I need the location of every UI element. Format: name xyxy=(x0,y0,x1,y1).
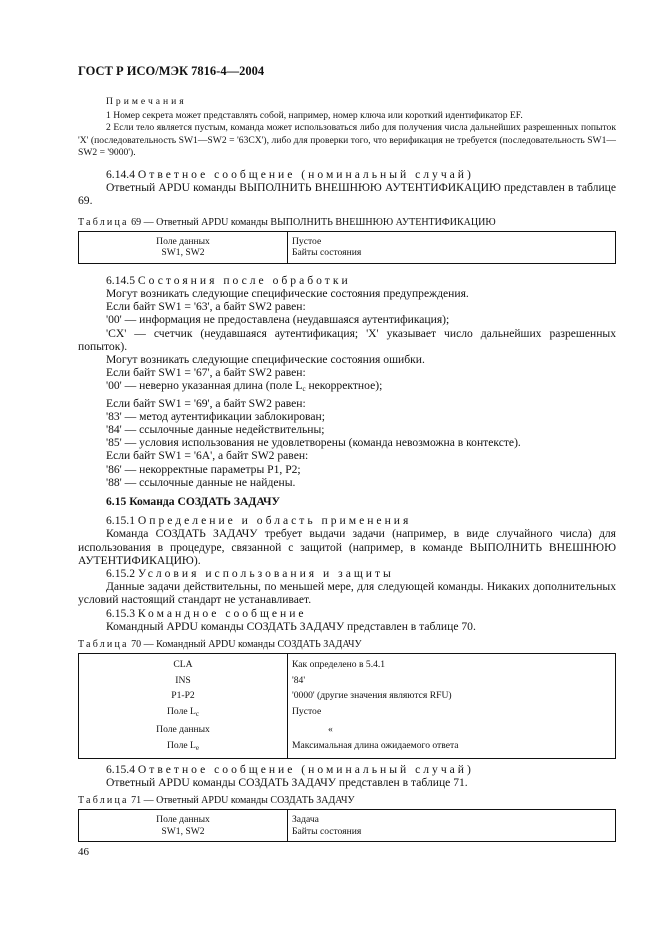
table-row: CLA Как определено в 5.4.1 xyxy=(79,654,616,674)
status-line: Могут возникать следующие специфические состояния ошибки. xyxy=(106,353,425,367)
status-line: Могут возникать следующие специфические состояния предупреждения. xyxy=(106,287,469,301)
table-71-col1: Поле данных SW1, SW2 xyxy=(79,810,288,842)
table-69-col2: Пустое Байты состояния xyxy=(288,231,616,263)
section-6-14-4-text: Ответный APDU команды ВЫПОЛНИТЬ ВНЕШНЮЮ АУТЕНТИФИКАЦИЮ представлен в таблице 69. xyxy=(78,181,616,208)
page-number: 46 xyxy=(78,846,89,858)
page-body xyxy=(78,96,616,842)
section-6-14-5-heading: 6.14.5 Состояния после обработки xyxy=(106,273,351,287)
table-row: Поле $L_c$ Пустое xyxy=(79,705,616,724)
table-row: Поле данных « xyxy=(79,723,616,739)
table-69-col1: Поле данных SW1, SW2 xyxy=(79,231,288,263)
status-line: '84' — ссылочные данные недействительны; xyxy=(106,423,325,437)
table-69 xyxy=(78,231,616,264)
status-line: Если байт SW1 = '69', а байт SW2 равен: xyxy=(106,396,306,410)
status-line: '88' — ссылочные данные не найдены. xyxy=(106,475,296,489)
status-line: '85' — условия использования не удовлетворены (команда невозможна в контексте). xyxy=(106,436,521,450)
table-70-caption: Таблица 70 — Командный APDU команды СОЗДАТЬ ЗАДАЧУ xyxy=(78,639,362,651)
section-6-15-2-heading: 6.15.2 Условия использования и защиты xyxy=(106,567,394,581)
table-row: Поле $L_e$ Максимальная длина ожидаемого ответа xyxy=(79,739,616,758)
document-header: ГОСТ Р ИСО/МЭК 7816-4—2004 xyxy=(78,64,265,78)
table-71-col2: Задача Байты состояния xyxy=(288,810,616,842)
note-1: 1 Номер секрета может представлять собой, например, номер ключа или короткий идентификатор EF. xyxy=(106,110,523,122)
section-6-15-3-heading: 6.15.3 Командное сообщение xyxy=(106,606,307,620)
section-6-15-2-text: Данные задачи действительны, по меньшей мере, для следующей команды. Никаких дополнительных условий настоящий стандарт не устанавливает. xyxy=(78,580,616,607)
table-row: P1-P2 '0000' (другие значения являются RFU) xyxy=(79,689,616,705)
table-71 xyxy=(78,809,616,842)
status-line: '00' — информация не предоставлена (неудавшаяся аутентификация); xyxy=(106,313,450,327)
section-6-14-4-heading: 6.14.4 Ответное сообщение (номинальный случай) xyxy=(106,168,474,182)
status-line: '00' — неверно указанная длина (поле $L_c$ некорректное); xyxy=(106,379,383,394)
section-6-15-1-heading: 6.15.1 Определение и область применения xyxy=(106,514,412,528)
table-71-caption: Таблица 71 — Ответный APDU команды СОЗДАТЬ ЗАДАЧУ xyxy=(78,795,355,807)
section-6-15-4-heading: 6.15.4 Ответное сообщение (номинальный случай) xyxy=(106,762,474,776)
status-line: Если байт SW1 = '67', а байт SW2 равен: xyxy=(106,366,306,380)
section-6-15-1-text: Команда СОЗДАТЬ ЗАДАЧУ требует выдачи задачи (например, в виде случайного числа) для использования в процедуре, связанной с защитой (например, в команде ВЫПОЛНИТЬ ВНЕШНЮЮ АУТЕНТИФИКАЦИЮ). xyxy=(78,527,616,567)
section-6-15-heading: 6.15 Команда СОЗДАТЬ ЗАДАЧУ xyxy=(106,495,280,509)
table-69-caption: Таблица 69 — Ответный APDU команды ВЫПОЛНИТЬ ВНЕШНЮЮ АУТЕНТИФИКАЦИЮ xyxy=(78,216,496,228)
section-6-15-4-text: Ответный APDU команды СОЗДАТЬ ЗАДАЧУ представлен в таблице 71. xyxy=(106,775,468,789)
note-2: 2 Если тело является пустым, команда может использоваться либо для получения числа дальнейших разрешенных попыток 'X' (последовательность SW1—SW2 = '63CX'), либо для проверки того, что верификация не требуется (последовательность SW1—SW2 = '9000'). xyxy=(78,122,616,158)
status-line: '86' — некорректные параметры P1, P2; xyxy=(106,462,301,476)
status-line: Если байт SW1 = '63', а байт SW2 равен: xyxy=(106,300,306,314)
table-row: INS '84' xyxy=(79,674,616,690)
section-6-15-3-text: Командный APDU команды СОЗДАТЬ ЗАДАЧУ представлен в таблице 70. xyxy=(106,619,476,633)
status-line: '83' — метод аутентификации заблокирован; xyxy=(106,409,325,423)
status-line: Если байт SW1 = '6A', а байт SW2 равен: xyxy=(106,449,309,463)
notes-title: Примечания xyxy=(106,96,187,107)
status-line: 'CX' — счетчик (неудавшаяся аутентификация; 'X' указывает число дальнейших разрешенных попыток). xyxy=(78,326,616,353)
table-70 xyxy=(78,653,616,759)
